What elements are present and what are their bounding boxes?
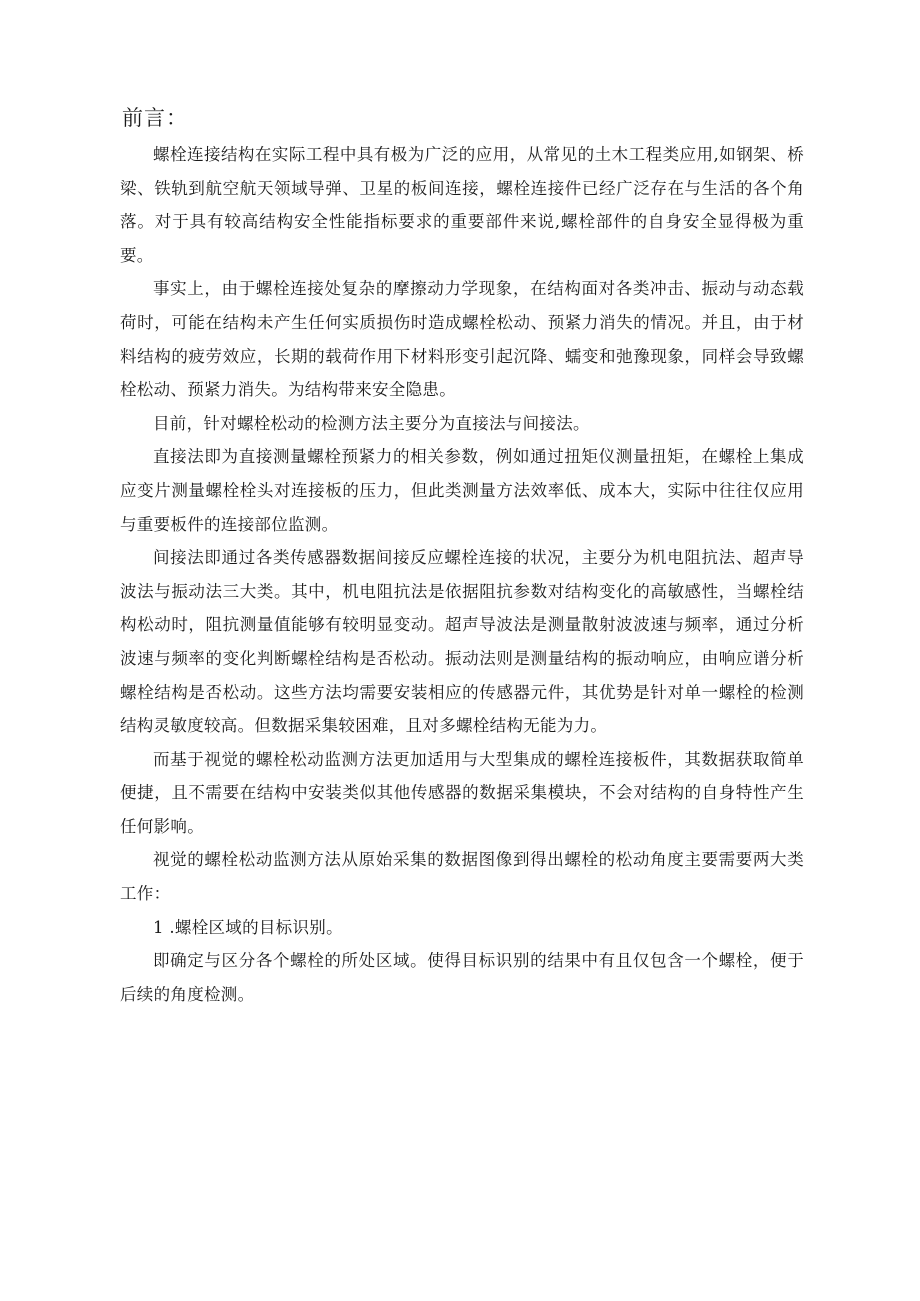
paragraph-vision-method: 而基于视觉的螺栓松动监测方法更加适用与大型集成的螺栓连接板件，其数据获取简单便捷，且不需要在结构中安装类似其他传感器的数据采集模块，不会对结构的自身特性产生任何影响。 <box>120 749 804 836</box>
preface-heading: 前言： <box>122 106 188 130</box>
paragraph-direct-method: 直接法即为直接测量螺栓预紧力的相关参数，例如通过扭矩仪测量扭矩，在螺栓上集成应变片测量螺栓栓头对连接板的压力，但此类测量方法效率低、成本大，实际中往往仅应用与重要板件的连接部位监测。 <box>120 447 804 534</box>
paragraph-vision-workflow: 视觉的螺栓松动监测方法从原始采集的数据图像到得出螺栓的松动角度主要需要两大类工作： <box>120 850 804 904</box>
paragraph-indirect-method: 间接法即通过各类传感器数据间接反应螺栓连接的状况，主要分为机电阻抗法、超声导波法与振动法三大类。其中，机电阻抗法是依据阻抗参数对结构变化的高敏感性，当螺栓结构松动时，阻抗测量值能够有较明显变动。超声导波法是测量散射波波速与频率，通过分析波速与频率的变化判断螺栓结构是否松动。振动法则是测量结构的振动响应，由响应谱分析螺栓结构是否松动。这些方法均需要安装相应的传感器元件，其优势是针对单一螺栓的检测结构灵敏度较高。但数据采集较困难，且对多螺栓结构无能为力。 <box>120 548 804 736</box>
document-page <box>120 98 804 1011</box>
paragraph-intro: 螺栓连接结构在实际工程中具有极为广泛的应用，从常见的土木工程类应用,如钢架、桥梁、铁轨到航空航天领域导弹、卫星的板间连接，螺栓连接件已经广泛存在与生活的各个角落。对于具有较高结构安全性能指标要求的重要部件来说,螺栓部件的自身安全显得极为重要。 <box>120 145 804 265</box>
paragraph-loosening-causes: 事实上，由于螺栓连接处复杂的摩擦动力学现象，在结构面对各类冲击、振动与动态载荷时，可能在结构未产生任何实质损伤时造成螺栓松动、预紧力消失的情况。并且，由于材料结构的疲劳效应，长期的载荷作用下材料形变引起沉降、蠕变和弛豫现象，同样会导致螺栓松动、预紧力消失。为结构带来安全隐患。 <box>120 279 804 400</box>
list-item-target-recognition: 1 .螺栓区域的目标识别。 <box>153 917 343 937</box>
paragraph-methods-overview: 目前，针对螺栓松动的检测方法主要分为直接法与间接法。 <box>153 413 590 433</box>
paragraph-target-recognition-detail: 即确定与区分各个螺栓的所处区域。使得目标识别的结果中有且仅包含一个螺栓，便于后续的角度检测。 <box>120 951 804 1004</box>
